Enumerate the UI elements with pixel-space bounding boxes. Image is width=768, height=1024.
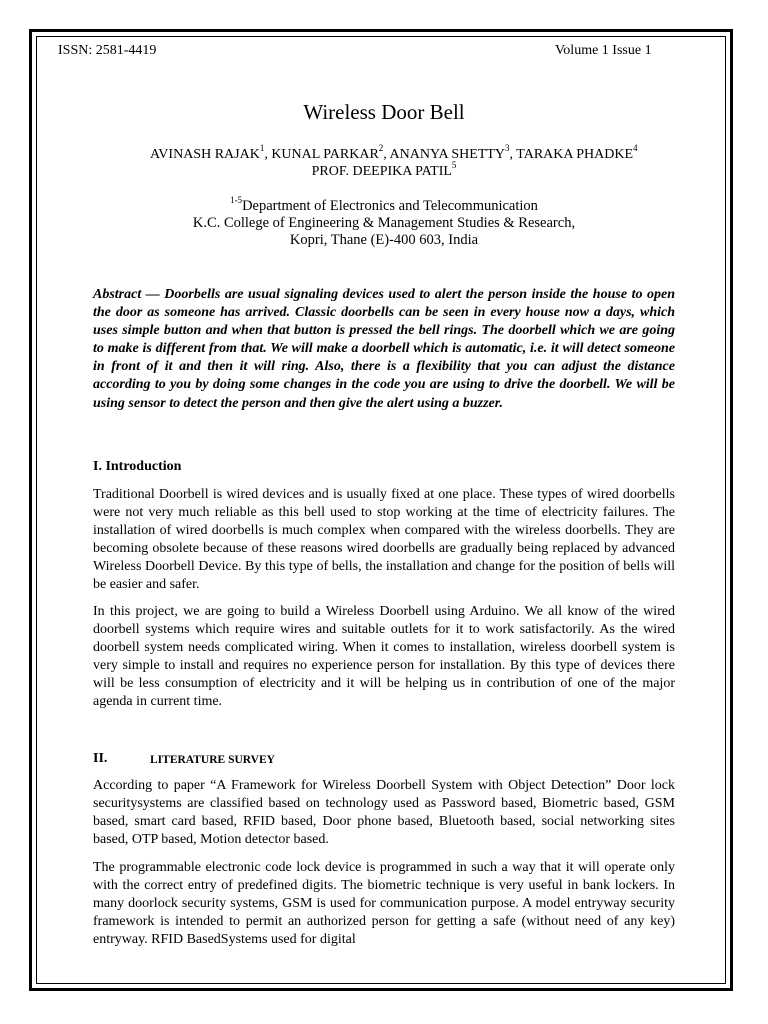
intro-paragraph: Traditional Doorbell is wired devices and is usually fixed at one place. These types of wired doorbells were not very much reliable as this bell used to stop working at the time of electricity failures. The installation of wired doorbells is much complex when compared with the wireless doorbells. They are becoming obsolete because of these reasons wired doorbells are gradually being replaced by advanced Wireless Doorbell Device. By this type of bells, the installation and change for the position of bells will be easier and safer.	[93, 487, 675, 593]
section-heading-literature: LITERATURE SURVEY	[150, 754, 275, 766]
author-sup: 4	[633, 143, 638, 154]
section-heading-introduction: I. Introduction	[93, 459, 182, 474]
author-name: AVINASH RAJAK	[150, 147, 260, 162]
abstract-text: Abstract — Doorbells are usual signaling devices used to alert the person inside the house to open the door as someone has arrived. Classic doorbells can be seen in every house now a days, which uses simple button and when that button is pressed the bell rings. The doorbell which we are going to make is different from that. We will make a doorbell which is automatic, i.e. it will detect someone in front of it and then it will ring. Also, there is a flexibility that you can adjust the distance according to you by doing some changes in the code you are using to drive the doorbell. We will be using sensor to detect the person and then give the alert using a buzzer.	[93, 287, 675, 411]
affiliation-college: K.C. College of Engineering & Management Studies & Research,	[192, 215, 576, 231]
author-sup: 3	[505, 143, 510, 154]
affiliation-department	[0, 197, 768, 215]
author-name: TARAKA PHADKE	[516, 147, 633, 162]
paper-title: Wireless Door Bell	[303, 100, 465, 124]
author-name: ANANYA SHETTY	[389, 147, 506, 162]
professor-sup: 5	[451, 160, 457, 171]
professor-name: PROF. DEEPIKA PATIL	[311, 164, 452, 179]
literature-paragraph: The programmable electronic code lock device is programmed in such a way that it will operate only with the correct entry of predefined digits. The biometric technique is very useful in bank lockers. In many doorlock security systems, GSM is used for communication purpose. A model entryway security framework is intended to permit an authorized person for getting a safe (without need of any key) entryway. RFID BasedSystems used for digital	[93, 860, 675, 948]
author-sup: 1	[259, 143, 265, 154]
affiliation-sup: 1-5	[230, 195, 243, 206]
literature-paragraph: According to paper “A Framework for Wireless Doorbell System with Object Detection” Door lock securitysystems are classified based on technology used as Password based, Biometric based, GSM based, smart card based, RFID based, Door phone based, Bluetooth based, social networking sites based, OTP based, Motion detector based.	[93, 778, 675, 848]
author-list: AVINASH RAJAK$^1$, KUNAL PARKAR$^2$, ANANYA SHETTY$^3$, TARAKA PHADKE$^4$	[150, 143, 638, 162]
author-name: KUNAL PARKAR	[271, 147, 379, 162]
department-name: Department of Electronics and Telecommunication	[242, 198, 538, 214]
intro-paragraph: In this project, we are going to build a Wireless Doorbell using Arduino. We all know of the wired doorbell systems which require wires and suitable outlets for it to work satisfactorily. As the wired doorbell system needs complicated wiring. When it comes to installation, wireless doorbell system is very simple to install and requires no experience person for installation. By this type of devices there will be less consumption of electricity and it will be helping us in contribution of one of the major agenda in current time.	[93, 604, 675, 710]
section-number-literature: II.	[93, 751, 108, 766]
author-sup: 2	[378, 143, 384, 154]
volume-label: Volume 1 Issue 1	[555, 43, 652, 58]
professor-line	[0, 160, 768, 181]
affiliation-address: Kopri, Thane (E)-400 603, India	[289, 232, 479, 248]
issn-label: ISSN: 2581-4419	[58, 43, 157, 58]
